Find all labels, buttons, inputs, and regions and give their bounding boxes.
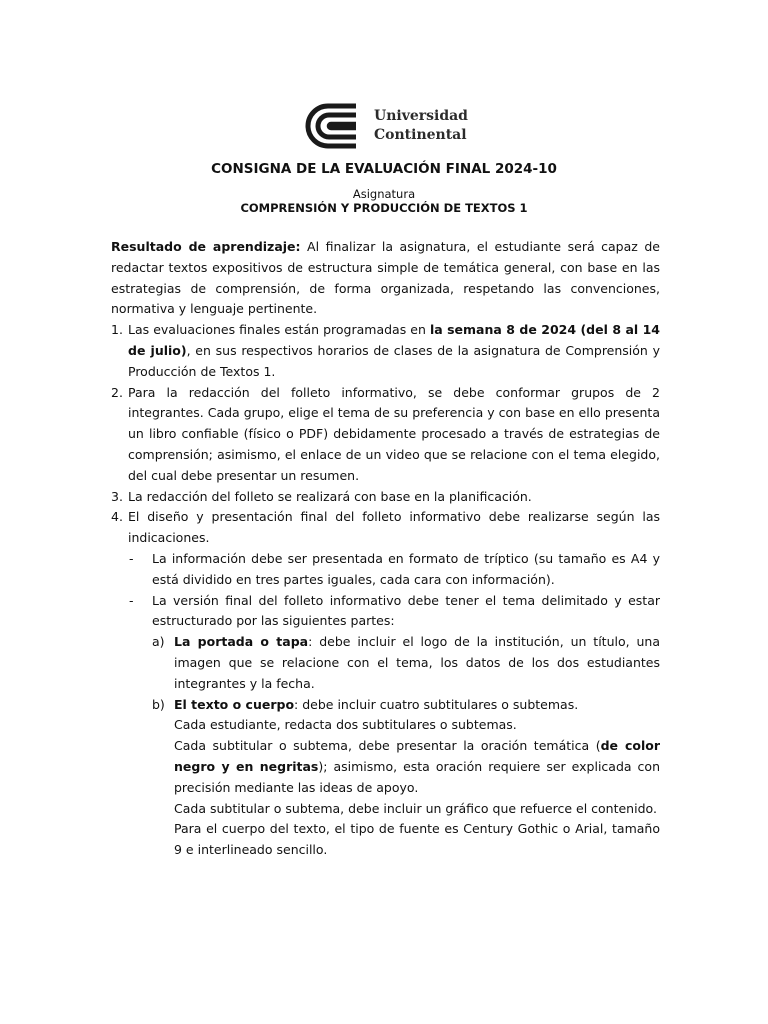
part-a-text: : debe incluir el logo de la institución, un título, una imagen que se relacione con el tema, los datos de los dos estudiantes integrantes y la fecha. bbox=[174, 634, 660, 691]
part-b-heading: El texto o cuerpo bbox=[174, 696, 295, 712]
university-logo bbox=[304, 103, 468, 149]
list-number: 4. bbox=[111, 509, 123, 525]
document-body bbox=[111, 237, 660, 861]
learning-outcome-paragraph bbox=[111, 237, 660, 320]
logo-line-2: Continental bbox=[374, 127, 467, 143]
alpha-marker: b) bbox=[152, 696, 165, 712]
list-number: 3. bbox=[111, 488, 123, 504]
part-a-cover bbox=[111, 632, 660, 694]
part-b-text: : debe incluir cuatro subtitulares o subtemas. bbox=[294, 696, 579, 712]
dash-item-structure bbox=[111, 591, 660, 633]
part-b-text: ); asimismo, esta oración requiere ser explicada con precisión mediante las ideas de apoyo. bbox=[174, 758, 660, 795]
list-item-text: , en sus respectivos horarios de clases de la asignatura de Comprensión y Producción de Textos 1. bbox=[128, 342, 660, 379]
list-item-1 bbox=[111, 320, 660, 382]
dash-item-text: La información debe ser presentada en formato de tríptico (su tamaño es A4 y está dividido en tres partes iguales, cada cara con información). bbox=[152, 550, 660, 587]
part-b-paragraph-2 bbox=[111, 736, 660, 798]
part-b-paragraph-1: Cada estudiante, redacta dos subtitulares o subtemas. bbox=[174, 717, 517, 733]
list-item-text: Las evaluaciones finales están programadas en bbox=[128, 322, 430, 338]
document-title: CONSIGNA DE LA EVALUACIÓN FINAL 2024-10 bbox=[211, 161, 557, 177]
list-item-2 bbox=[111, 383, 660, 487]
subject-name: COMPRENSIÓN Y PRODUCCIÓN DE TEXTOS 1 bbox=[240, 201, 528, 215]
list-item-text: El diseño y presentación final del folleto informativo debe realizarse según las indicaciones. bbox=[128, 509, 660, 546]
part-b-body bbox=[111, 695, 660, 716]
list-item-4 bbox=[111, 507, 660, 549]
subject-label: Asignatura bbox=[352, 187, 416, 201]
list-item-text: Para la redacción del folleto informativo, se debe conformar grupos de 2 integrantes. Cada grupo, elige el tema de su preferencia y con base en ello presenta un libro confiable (físico o PDF) debidamente procesado a través de estrategias de comprensión; asimismo, el enlace de un video que se relacione con el tema elegido, del cual debe presentar un resumen. bbox=[128, 384, 660, 483]
part-b-text: Cada subtitular o subtema, debe presentar la oración temática ( bbox=[174, 738, 601, 754]
learning-outcome-label: Resultado de aprendizaje: bbox=[111, 239, 301, 254]
dash-item-text: La versión final del folleto informativo debe tener el tema delimitado y estar estructurado por las siguientes partes: bbox=[152, 592, 660, 629]
learning-outcome-text: Al finalizar la asignatura, el estudiante será capaz de redactar textos expositivos de estructura simple de temática general, con base en las estrategias de comprensión, de forma organizada, respetando las convenciones, normativa y lenguaje pertinente. bbox=[111, 239, 660, 317]
list-item-text: La redacción del folleto se realizará con base en la planificación. bbox=[128, 488, 532, 504]
part-b-paragraph-3: Cada subtitular o subtema, debe incluir un gráfico que refuerce el contenido. bbox=[174, 800, 657, 816]
dash-marker: - bbox=[129, 550, 134, 566]
dash-marker: - bbox=[129, 592, 134, 608]
continental-c-logo-icon bbox=[304, 103, 360, 149]
part-b-emphasis: de color negro y en negritas bbox=[174, 738, 660, 774]
part-a-heading: La portada o tapa bbox=[174, 634, 309, 650]
logo-wordmark bbox=[374, 107, 468, 145]
evaluation-date: la semana 8 de 2024 (del 8 al 14 de julio) bbox=[128, 322, 660, 358]
list-number: 2. bbox=[111, 384, 123, 400]
list-number: 1. bbox=[111, 322, 123, 338]
alpha-marker: a) bbox=[152, 634, 165, 650]
part-b-paragraph-4: Para el cuerpo del texto, el tipo de fuente es Century Gothic o Arial, tamaño 9 e interlineado sencillo. bbox=[174, 821, 660, 858]
list-item-3 bbox=[111, 487, 660, 508]
dash-item-format bbox=[111, 549, 660, 591]
logo-line-1: Universidad bbox=[374, 108, 468, 124]
